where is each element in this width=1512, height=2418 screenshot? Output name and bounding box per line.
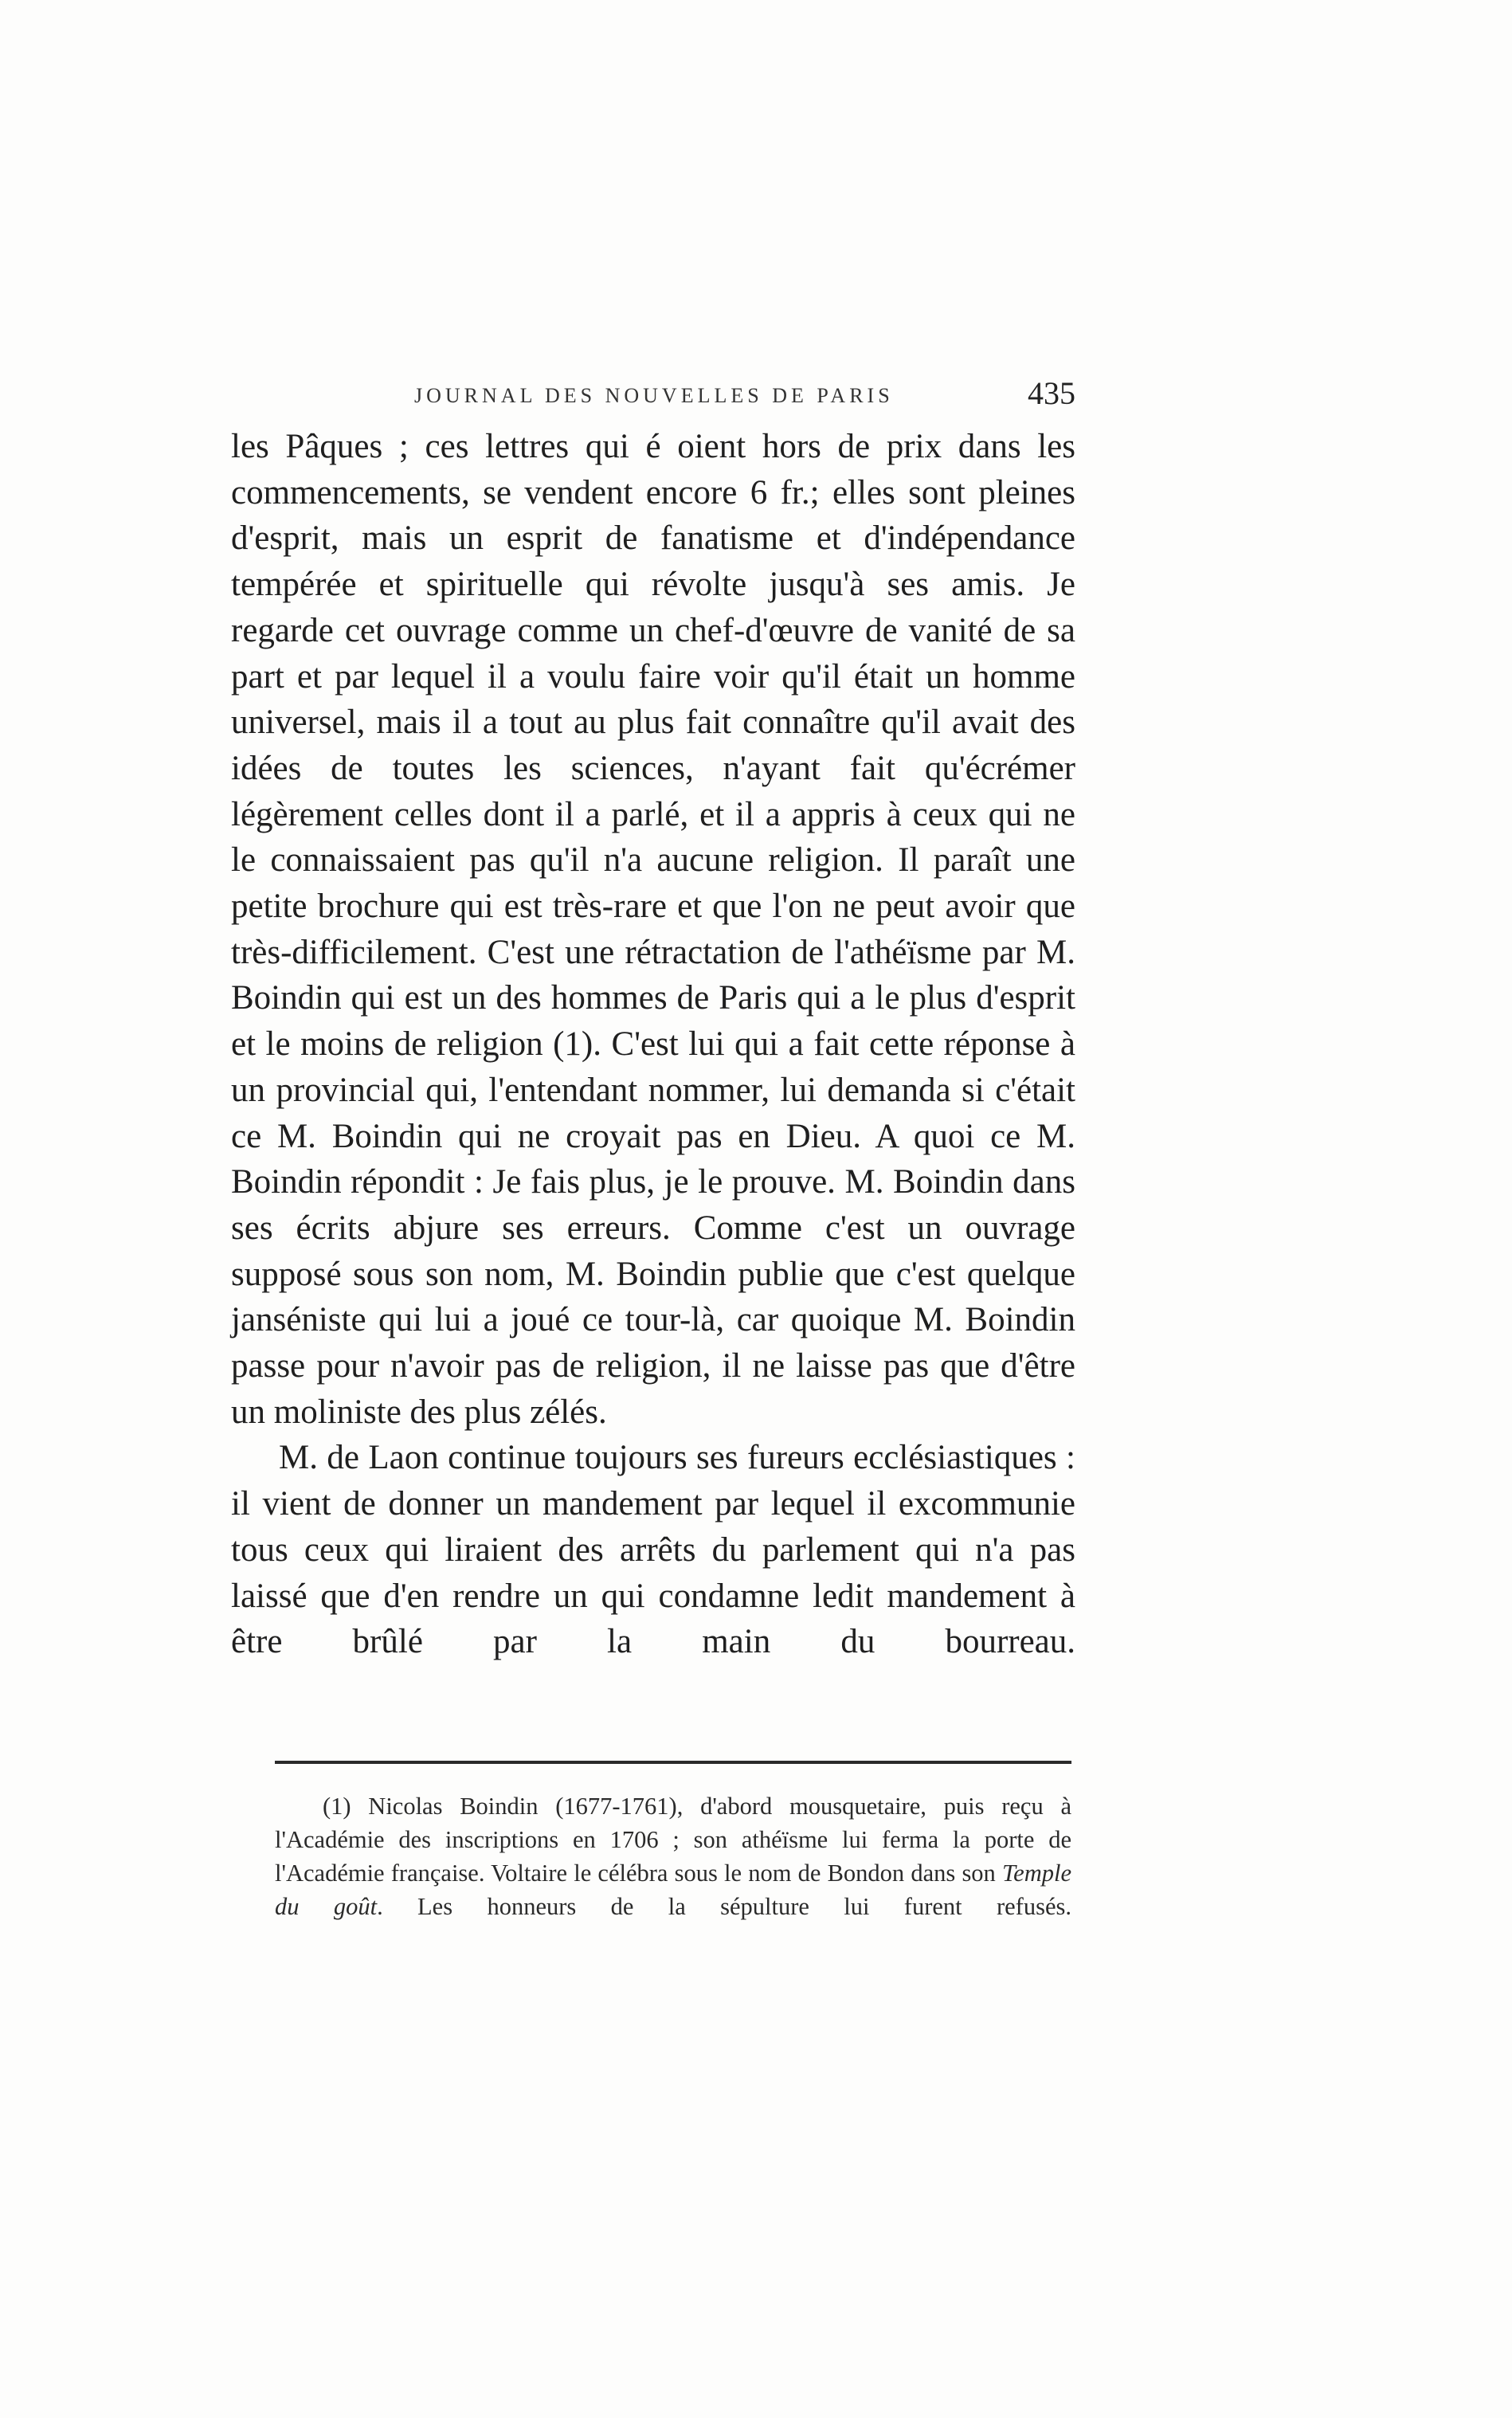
paragraph-2: [231, 1435, 1075, 1665]
main-text: [231, 424, 1075, 1665]
footnote-text-start: (1) Nicolas Boindin (1677-1761), d'abord mousquetaire, puis reçu à l'Académie des inscriptions en 1706 ; son athéïsme lui ferma la porte de l'Académie française. Voltaire le célébra sous le nom de Bondon dans son: [275, 1793, 1071, 1887]
page-header: [231, 374, 1075, 422]
footnote-reference: (1): [553, 1025, 593, 1064]
footnote-text-end: . Les honneurs de la sépulture lui furent refusés.: [377, 1893, 1071, 1920]
footnote-separator: [275, 1761, 1071, 1764]
paragraph-1-text: les Pâques ; ces lettres qui é oient hors de prix dans les commencements, se vendent encore 6 fr.; elles sont pleines d'esprit, mais un esprit de fanatisme et d'indépendance tempérée et spirituelle qui révolte jusqu'à ses amis. Je regarde cet ouvrage comme un chef-d'œuvre de vanité de sa part et par lequel il a voulu faire voir qu'il était un homme universel, mais il a tout au plus fait connaître qu'il avait des idées de toutes les sciences, n'ayant fait qu'écrémer légèrement celles dont il a parlé, et il a appris à ceux qui ne le connaissaient pas qu'il n'a aucune religion. Il paraît une petite brochure qui est très-rare et que l'on ne peut avoir que très-difficilement. C'est une rétractation de l'athéïsme par M. Boindin qui est un des hommes de Paris qui a le plus d'esprit et le moins de religion: [231, 428, 1075, 1064]
paragraph-2-text: M. de Laon continue toujours ses fureurs ecclésiastiques : il vient de donner un mandement par lequel il excommunie tous ceux qui liraient des arrêts du parlement qui n'a pas laissé que d'en rendre un qui condamne ledit mandement à être brûlé par la main du bourreau.: [231, 1439, 1075, 1661]
footnote: [275, 1789, 1071, 1923]
page-number: 435: [1028, 375, 1075, 411]
footnote-work-title: Temple du goût: [275, 1860, 1071, 1920]
paragraph-1-text-continued: . C'est lui qui a fait cette réponse à un provincial qui, l'entendant nommer, lui demanda si c'était ce M. Boindin qui ne croyait pas en Dieu. A quoi ce M. Boindin répondit : Je fais plus, je le prouve. M. Boindin dans ses écrits abjure ses erreurs. Comme c'est un ouvrage supposé sous son nom, M. Boindin publie que c'est quelque janséniste qui lui a joué ce tour-là, car quoique M. Boindin passe pour n'avoir pas de religion, il ne laisse pas que d'être un moliniste des plus zélés.: [231, 1025, 1075, 1431]
footnote-text: [275, 1789, 1071, 1923]
running-title: JOURNAL DES NOUVELLES DE PARIS: [414, 384, 894, 407]
paragraph-1: [231, 424, 1075, 1435]
